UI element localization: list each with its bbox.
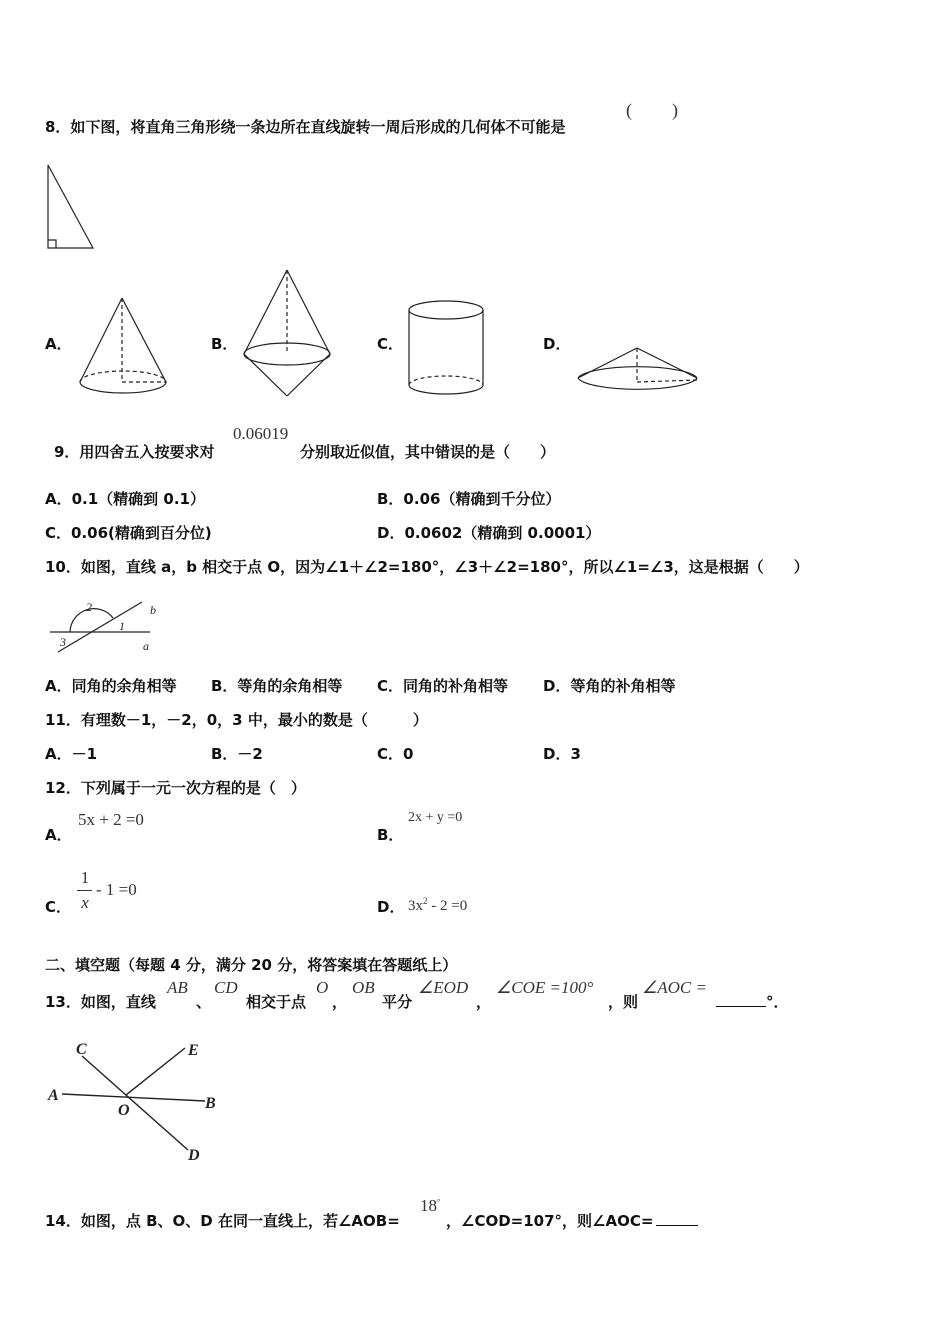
q12-option-d-rest: - 2 =0 [427,898,468,914]
q11-option-b: B．－2 [211,745,263,763]
q12-option-c-rest: - 1 =0 [96,880,137,899]
q10-option-b: B．等角的余角相等 [211,677,343,695]
q9-stem-prefix: 9．用四舍五入按要求对 [54,443,215,461]
q13-label-c: C [76,1041,87,1058]
q10-label-3: 3 [60,635,66,649]
q12-option-c-numerator: 1 [80,868,90,887]
q10-label-1: 1 [119,619,125,633]
q10-option-a: A．同角的余角相等 [45,677,177,695]
q13-label-d: D [188,1147,200,1164]
q13-label-b: B [205,1095,216,1112]
q9-option-d: D．0.0602（精确到 0.0001） [377,524,601,542]
q13-ob: OB [352,978,375,997]
q12-option-b-label: B． [377,826,404,844]
q13-line-cd [82,1056,188,1150]
q13-stem-num: 13．如图，直线 [45,993,156,1011]
q8-paren-left: ( [626,100,632,120]
q10-option-c: C．同角的补角相等 [377,677,509,695]
q8-option-c-label: C． [377,335,404,353]
q10-option-d: D．等角的补角相等 [543,677,676,695]
q14-value-degree: ° [437,1197,441,1207]
q10-label-a: a [143,639,149,653]
q13-label-e: E [188,1042,199,1059]
q11-option-c: C．0 [377,745,414,763]
q8-paren-right: ) [672,100,678,120]
q13-mid: 相交于点 [246,993,307,1011]
q13-end: °． [766,993,789,1011]
q9-stem-suffix: 分别取近似值，其中错误的是（ ） [300,443,556,461]
q12-option-c-denominator: x [81,893,89,912]
q12-stem: 12．下列属于一元一次方程的是（ ） [45,779,306,797]
q8-stem: 8．如下图，将直角三角形绕一条边所在直线旋转一周后形成的几何体不可能是 [45,118,566,136]
q14-answer-blank[interactable] [656,1210,698,1226]
section2-title: 二、填空题（每题 4 分，满分 20 分，将答案填在答题纸上） [45,956,458,974]
q13-aoc: ∠AOC = [642,978,707,997]
q9-option-a: A．0.1（精确到 0.1） [45,490,205,508]
q8-option-b-label: B． [211,335,238,353]
q13-eod: ∠EOD [418,978,469,997]
q13-cd: CD [214,978,238,997]
q10-stem: 10．如图，直线 a，b 相交于点 O，因为∠1＋∠2=180°，∠3＋∠2=180°，所以∠1=∠3，这是根据（ ） [45,558,809,576]
q11-option-a: A．－1 [45,745,98,763]
q8-option-a-label: A． [45,335,72,353]
q13-o: O [316,978,329,997]
q12-option-a-equation: 5x + 2 =0 [78,810,144,829]
q14-value [420,1196,440,1216]
q13-line-ab [62,1094,205,1101]
q13-coe: ∠COE =100° [496,978,594,997]
q13-comma2: ， [476,993,492,1011]
q13-bisects: 平分 [382,993,413,1011]
q9-option-c: C．0.06(精确到百分位) [45,524,212,542]
q10-label-b: b [150,603,156,617]
q12-option-c-label: C． [45,898,72,916]
q14-value-number: 18 [420,1196,437,1215]
q12-option-d-term: 3x [408,898,423,914]
q12-option-d-label: D． [377,898,405,916]
q13-label-a: A [48,1087,59,1104]
q13-then: ，则 [608,993,639,1011]
q10-label-2: 2 [86,600,92,614]
q14-stem-suffix: ，∠COD=107°，则∠AOC= [446,1212,654,1230]
q14-stem-prefix: 14．如图，点 B、O、D 在同一直线上，若∠AOB= [45,1212,400,1230]
q11-stem: 11．有理数－1，－2，0，3 中，最小的数是（ ） [45,711,428,729]
q8-option-d-label: D． [543,335,571,353]
q12-option-d-exponent: 2 [423,896,428,906]
q13-sep: 、 [196,993,212,1011]
q12-option-b-equation: 2x + y =0 [408,810,463,825]
q13-label-o: O [118,1102,130,1119]
q13-ray-oe [126,1048,185,1095]
q12-option-a-label: A． [45,826,72,844]
q13-comma1: ， [332,993,348,1011]
q11-option-d: D．3 [543,745,581,763]
q13-ab: AB [167,978,188,997]
q9-number: 0.06019 [233,424,289,443]
q9-option-b: B．0.06（精确到千分位） [377,490,561,508]
